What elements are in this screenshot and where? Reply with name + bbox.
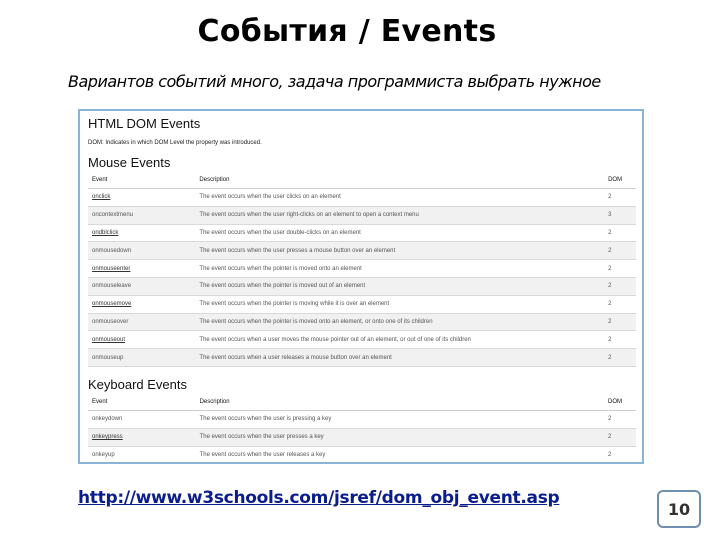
- table-row: [88, 189, 636, 207]
- event-name-cell: onmouseleave: [88, 277, 195, 295]
- table-row: [88, 242, 636, 260]
- event-name-cell: oncontextmenu: [88, 206, 195, 224]
- column-header: Description: [195, 172, 604, 189]
- event-description-cell: The event occurs when the user presses a mouse button over an element: [195, 242, 604, 260]
- event-description-cell: The event occurs when a user moves the mouse pointer out of an element, or out of one of its children: [195, 331, 604, 349]
- screenshot-heading: HTML DOM Events: [88, 116, 201, 131]
- keyboard-events-rows: [88, 410, 636, 463]
- dom-level-cell: 2: [604, 428, 636, 446]
- event-description-cell: The event occurs when the user releases a key: [196, 446, 604, 464]
- table-row: [88, 295, 636, 313]
- keyboard-events-table: [88, 394, 636, 464]
- event-name-cell: onmouseover: [88, 313, 195, 331]
- embedded-screenshot: [78, 109, 644, 464]
- mouse-events-heading: Mouse Events: [88, 155, 171, 170]
- table-row: [88, 206, 636, 224]
- table-row: [88, 446, 636, 464]
- event-name-cell[interactable]: ondblclick: [88, 224, 195, 242]
- table-row: [88, 349, 636, 367]
- dom-level-cell: 2: [604, 295, 636, 313]
- table-header-row: [88, 394, 636, 411]
- event-description-cell: The event occurs when the user presses a key: [196, 428, 604, 446]
- dom-level-cell: 2: [604, 189, 636, 207]
- mouse-events-rows: [88, 189, 636, 367]
- slide-title: События / Events: [197, 14, 497, 49]
- dom-level-cell: 2: [604, 242, 636, 260]
- dom-level-cell: 3: [604, 206, 636, 224]
- event-description-cell: The event occurs when a user releases a mouse button over an element: [195, 349, 604, 367]
- event-name-cell: onkeyup: [88, 446, 196, 464]
- event-description-cell: The event occurs when the pointer is moving while it is over an element: [195, 295, 604, 313]
- event-name-cell[interactable]: onmouseenter: [88, 260, 195, 278]
- event-description-cell: The event occurs when the user is pressing a key: [196, 410, 604, 428]
- dom-level-cell: 2: [604, 277, 636, 295]
- column-header: DOM: [604, 394, 636, 411]
- event-name-cell: onmousedown: [88, 242, 195, 260]
- table-row: [88, 224, 636, 242]
- column-header: Description: [196, 394, 604, 411]
- slide-subtitle: Вариантов событий много, задача программиста выбрать нужное: [68, 72, 601, 91]
- event-description-cell: The event occurs when the pointer is moved onto an element, or onto one of its children: [195, 313, 604, 331]
- event-description-cell: The event occurs when the user double-clicks on an element: [195, 224, 604, 242]
- page-number-badge: 10: [657, 490, 701, 528]
- keyboard-events-heading: Keyboard Events: [88, 376, 188, 392]
- event-description-cell: The event occurs when the user clicks on an element: [195, 189, 604, 207]
- table-row: [88, 331, 636, 349]
- mouse-events-table: [88, 172, 636, 367]
- dom-level-cell: 2: [604, 224, 636, 242]
- dom-level-cell: 2: [604, 331, 636, 349]
- dom-level-cell: 2: [604, 313, 636, 331]
- event-name-cell[interactable]: onclick: [88, 189, 195, 207]
- table-header-row: [88, 172, 636, 189]
- event-name-cell: onmouseup: [88, 349, 195, 367]
- dom-level-cell: 2: [604, 446, 636, 464]
- table-row: [88, 277, 636, 295]
- event-name-cell[interactable]: onmousemove: [88, 295, 195, 313]
- table-row: [88, 428, 636, 446]
- source-link[interactable]: http://www.w3schools.com/jsref/dom_obj_event.asp: [78, 488, 560, 508]
- event-name-cell[interactable]: onkeypress: [88, 428, 196, 446]
- event-description-cell: The event occurs when the user right-clicks on an element to open a context menu: [195, 206, 604, 224]
- table-row: [88, 260, 636, 278]
- event-description-cell: The event occurs when the pointer is moved out of an element: [195, 277, 604, 295]
- column-header: DOM: [604, 172, 636, 189]
- dom-level-cell: 2: [604, 260, 636, 278]
- table-row: [88, 313, 636, 331]
- event-name-cell: onkeydown: [88, 410, 196, 428]
- dom-level-cell: 2: [604, 349, 636, 367]
- dom-level-cell: 2: [604, 410, 636, 428]
- column-header: Event: [88, 172, 195, 189]
- event-description-cell: The event occurs when the pointer is moved onto an element: [195, 260, 604, 278]
- event-name-cell[interactable]: onmouseout: [88, 331, 195, 349]
- dom-level-note: DOM: Indicates in which DOM Level the property was introduced.: [88, 140, 262, 146]
- column-header: Event: [88, 394, 196, 411]
- table-row: [88, 410, 636, 428]
